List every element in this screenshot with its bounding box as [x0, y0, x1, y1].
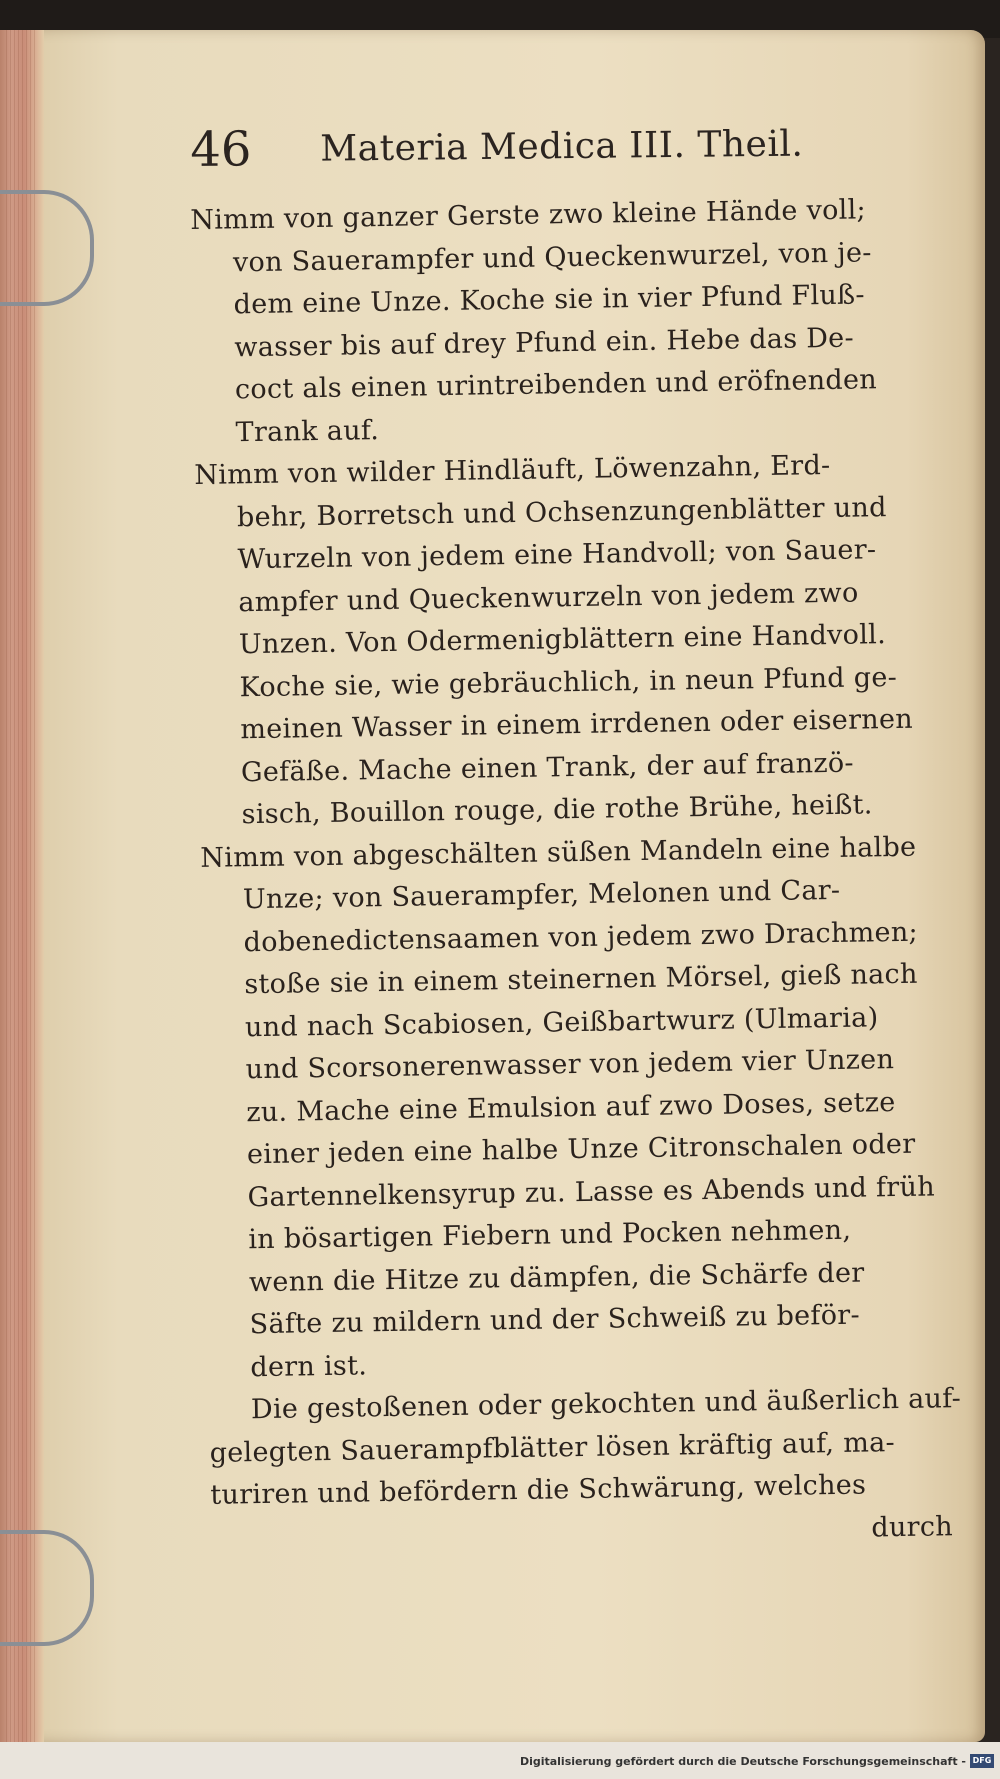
text-line: ampfer und Queckenwurzeln von jedem zwo [238, 577, 859, 618]
text-line: Die gestoßenen oder gekochten und äußerlich auf- [250, 1383, 962, 1426]
text-line: durch [871, 1510, 954, 1543]
text-line: Nimm von ganzer Gerste zwo kleine Hände voll; [190, 194, 867, 236]
text-line: Säfte zu mildern und der Schweiß zu beför- [249, 1299, 861, 1341]
text-line: Nimm von wilder Hindläuft, Löwenzahn, Erd- [194, 449, 831, 491]
text-line: Unzen. Von Odermenigblättern eine Handvoll. [238, 619, 887, 661]
text-line: Gartennelkensyrup zu. Lasse es Abends und früh [247, 1170, 936, 1213]
text-line: in bösartigen Fiebern und Pocken nehmen, [248, 1214, 852, 1256]
text-line: dobenedictensaamen von jedem zwo Drachmen; [243, 916, 919, 958]
running-title: Materia Medica III. Theil. [320, 123, 804, 170]
text-line: und nach Scabiosen, Geißbartwurz (Ulmaria) [244, 1001, 879, 1043]
text-line: wasser bis auf drey Pfund ein. Hebe das De- [234, 322, 855, 363]
text-line: dem eine Unze. Koche sie in vier Pfund Fluß- [233, 279, 866, 321]
text-line: Trank auf. [235, 414, 380, 448]
text-line: einer jeden eine halbe Unze Citronschalen oder [246, 1128, 916, 1171]
page-clip-icon [0, 1530, 94, 1646]
text-line: Wurzeln von jedem eine Handvoll; von Sauer- [237, 534, 877, 576]
dfg-logo: DFG [970, 1754, 994, 1768]
text-line: von Sauerampfer und Queckenwurzel, von je- [232, 236, 872, 278]
text-line: meinen Wasser in einem irrdenen oder eisernen [240, 703, 914, 746]
text-line: Koche sie, wie gebräuchlich, in neun Pfund ge- [239, 661, 898, 703]
text-line: dern ist. [250, 1349, 368, 1383]
text-line: Unze; von Sauerampfer, Melonen und Car- [242, 874, 841, 916]
body-text [190, 188, 971, 1560]
text-line: stoße sie in einem steinernen Mörsel, gieß nach [244, 958, 918, 1001]
text-line: coct als einen urintreibenden und eröfnenden [234, 364, 878, 406]
text-line: wenn die Hitze zu dämpfen, die Schärfe der [248, 1257, 865, 1298]
text-line: sisch, Bouillon rouge, die rothe Brühe, heißt. [241, 789, 873, 831]
page-number: 46 [190, 121, 252, 178]
page-header [190, 114, 931, 182]
text-line: zu. Mache eine Emulsion auf zwo Doses, setze [246, 1086, 896, 1128]
text-line: turiren und befördern die Schwärung, welches [210, 1469, 867, 1511]
text-line: und Scorsonerenwasser von jedem vier Unzen [245, 1044, 895, 1086]
text-line: Gefäße. Mache einen Trank, der auf franzö- [240, 747, 855, 788]
text-line: gelegten Sauerampfblätter lösen kräftig auf, ma- [209, 1426, 896, 1469]
text-line: behr, Borretsch und Ochsenzungenblätter und [236, 491, 887, 533]
text-line: Nimm von abgeschälten süßen Mandeln eine halbe [200, 831, 917, 874]
footer-credit: Digitalisierung gefördert durch die Deutsche Forschungsgemeinschaft - [519, 1755, 966, 1768]
page-clip-icon [0, 190, 94, 306]
